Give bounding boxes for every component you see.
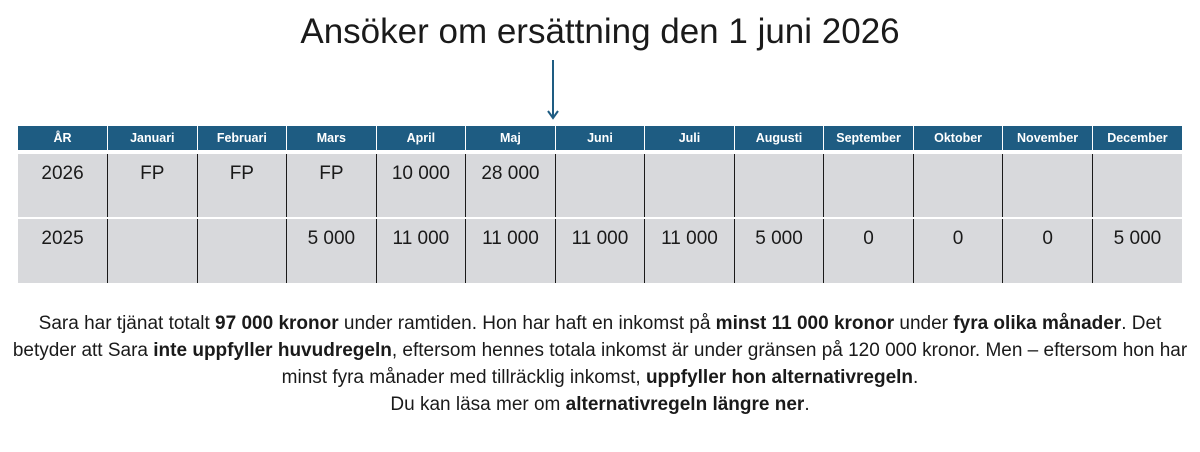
header-month: Augusti bbox=[734, 126, 824, 152]
table-cell bbox=[913, 152, 1003, 218]
explanation-link-text: alternativregeln längre ner bbox=[565, 394, 805, 415]
explanation-segment: . bbox=[913, 367, 919, 388]
header-month: Juli bbox=[645, 126, 735, 152]
explanation-segment: . bbox=[804, 394, 810, 415]
header-month: September bbox=[824, 126, 914, 152]
table-cell: FP bbox=[287, 152, 377, 218]
table-cell: 5 000 bbox=[287, 218, 377, 283]
table-cell: 0 bbox=[1003, 218, 1093, 283]
header-month: Februari bbox=[197, 126, 287, 152]
header-month: November bbox=[1003, 126, 1093, 152]
table-cell bbox=[555, 152, 645, 218]
table-cell bbox=[197, 218, 287, 283]
header-month: Maj bbox=[466, 126, 556, 152]
table-cell bbox=[645, 152, 735, 218]
table-cell: FP bbox=[197, 152, 287, 218]
table-cell bbox=[108, 218, 198, 283]
explanation-emphasis: uppfyller hon alternativregeln bbox=[645, 367, 914, 388]
explanation-text bbox=[10, 310, 1190, 418]
header-year: ÅR bbox=[18, 126, 108, 152]
table-cell: 5 000 bbox=[734, 218, 824, 283]
table-header-row bbox=[18, 126, 1182, 152]
header-month: Oktober bbox=[913, 126, 1003, 152]
explanation-segment: , eftersom hennes totala inkomst är under gränsen på 120 000 kronor. Men – eftersom hon har minst fyra månader med tillräcklig inkomst, bbox=[281, 340, 1188, 388]
table-cell: 10 000 bbox=[376, 152, 466, 218]
table-row-2026 bbox=[18, 152, 1182, 218]
table-cell: 11 000 bbox=[645, 218, 735, 283]
explanation-emphasis: 97 000 kronor bbox=[215, 313, 339, 334]
year-cell: 2025 bbox=[18, 218, 108, 283]
table-cell: 5 000 bbox=[1092, 218, 1182, 283]
header-month: December bbox=[1092, 126, 1182, 152]
year-cell: 2026 bbox=[18, 152, 108, 218]
table-cell: 0 bbox=[913, 218, 1003, 283]
header-month: Mars bbox=[287, 126, 377, 152]
table-cell bbox=[1003, 152, 1093, 218]
table-cell: 0 bbox=[824, 218, 914, 283]
header-month: April bbox=[376, 126, 466, 152]
explanation-segment: under bbox=[894, 313, 954, 334]
table-cell bbox=[824, 152, 914, 218]
header-month: Juni bbox=[555, 126, 645, 152]
explanation-segment: . Det betyder att Sara bbox=[12, 313, 1162, 361]
explanation-segment: under ramtiden. Hon har haft en inkomst på bbox=[338, 313, 716, 334]
explanation-emphasis: inte uppfyller huvudregeln bbox=[153, 340, 392, 361]
income-table bbox=[18, 126, 1182, 283]
table-cell bbox=[1092, 152, 1182, 218]
page-title: Ansöker om ersättning den 1 juni 2026 bbox=[300, 12, 900, 51]
explanation-emphasis: minst 11 000 kronor bbox=[715, 313, 895, 334]
explanation-segment: Du kan läsa mer om bbox=[390, 394, 566, 415]
table-cell: 28 000 bbox=[466, 152, 556, 218]
table-cell: 11 000 bbox=[555, 218, 645, 283]
table-cell bbox=[734, 152, 824, 218]
table-cell: 11 000 bbox=[376, 218, 466, 283]
table-cell: 11 000 bbox=[466, 218, 556, 283]
table-row-2025 bbox=[18, 218, 1182, 283]
table-cell: FP bbox=[108, 152, 198, 218]
header-month: Januari bbox=[108, 126, 198, 152]
explanation-segment: Sara har tjänat totalt bbox=[38, 313, 216, 334]
down-arrow-icon bbox=[546, 60, 560, 122]
explanation-emphasis: fyra olika månader bbox=[953, 313, 1122, 334]
